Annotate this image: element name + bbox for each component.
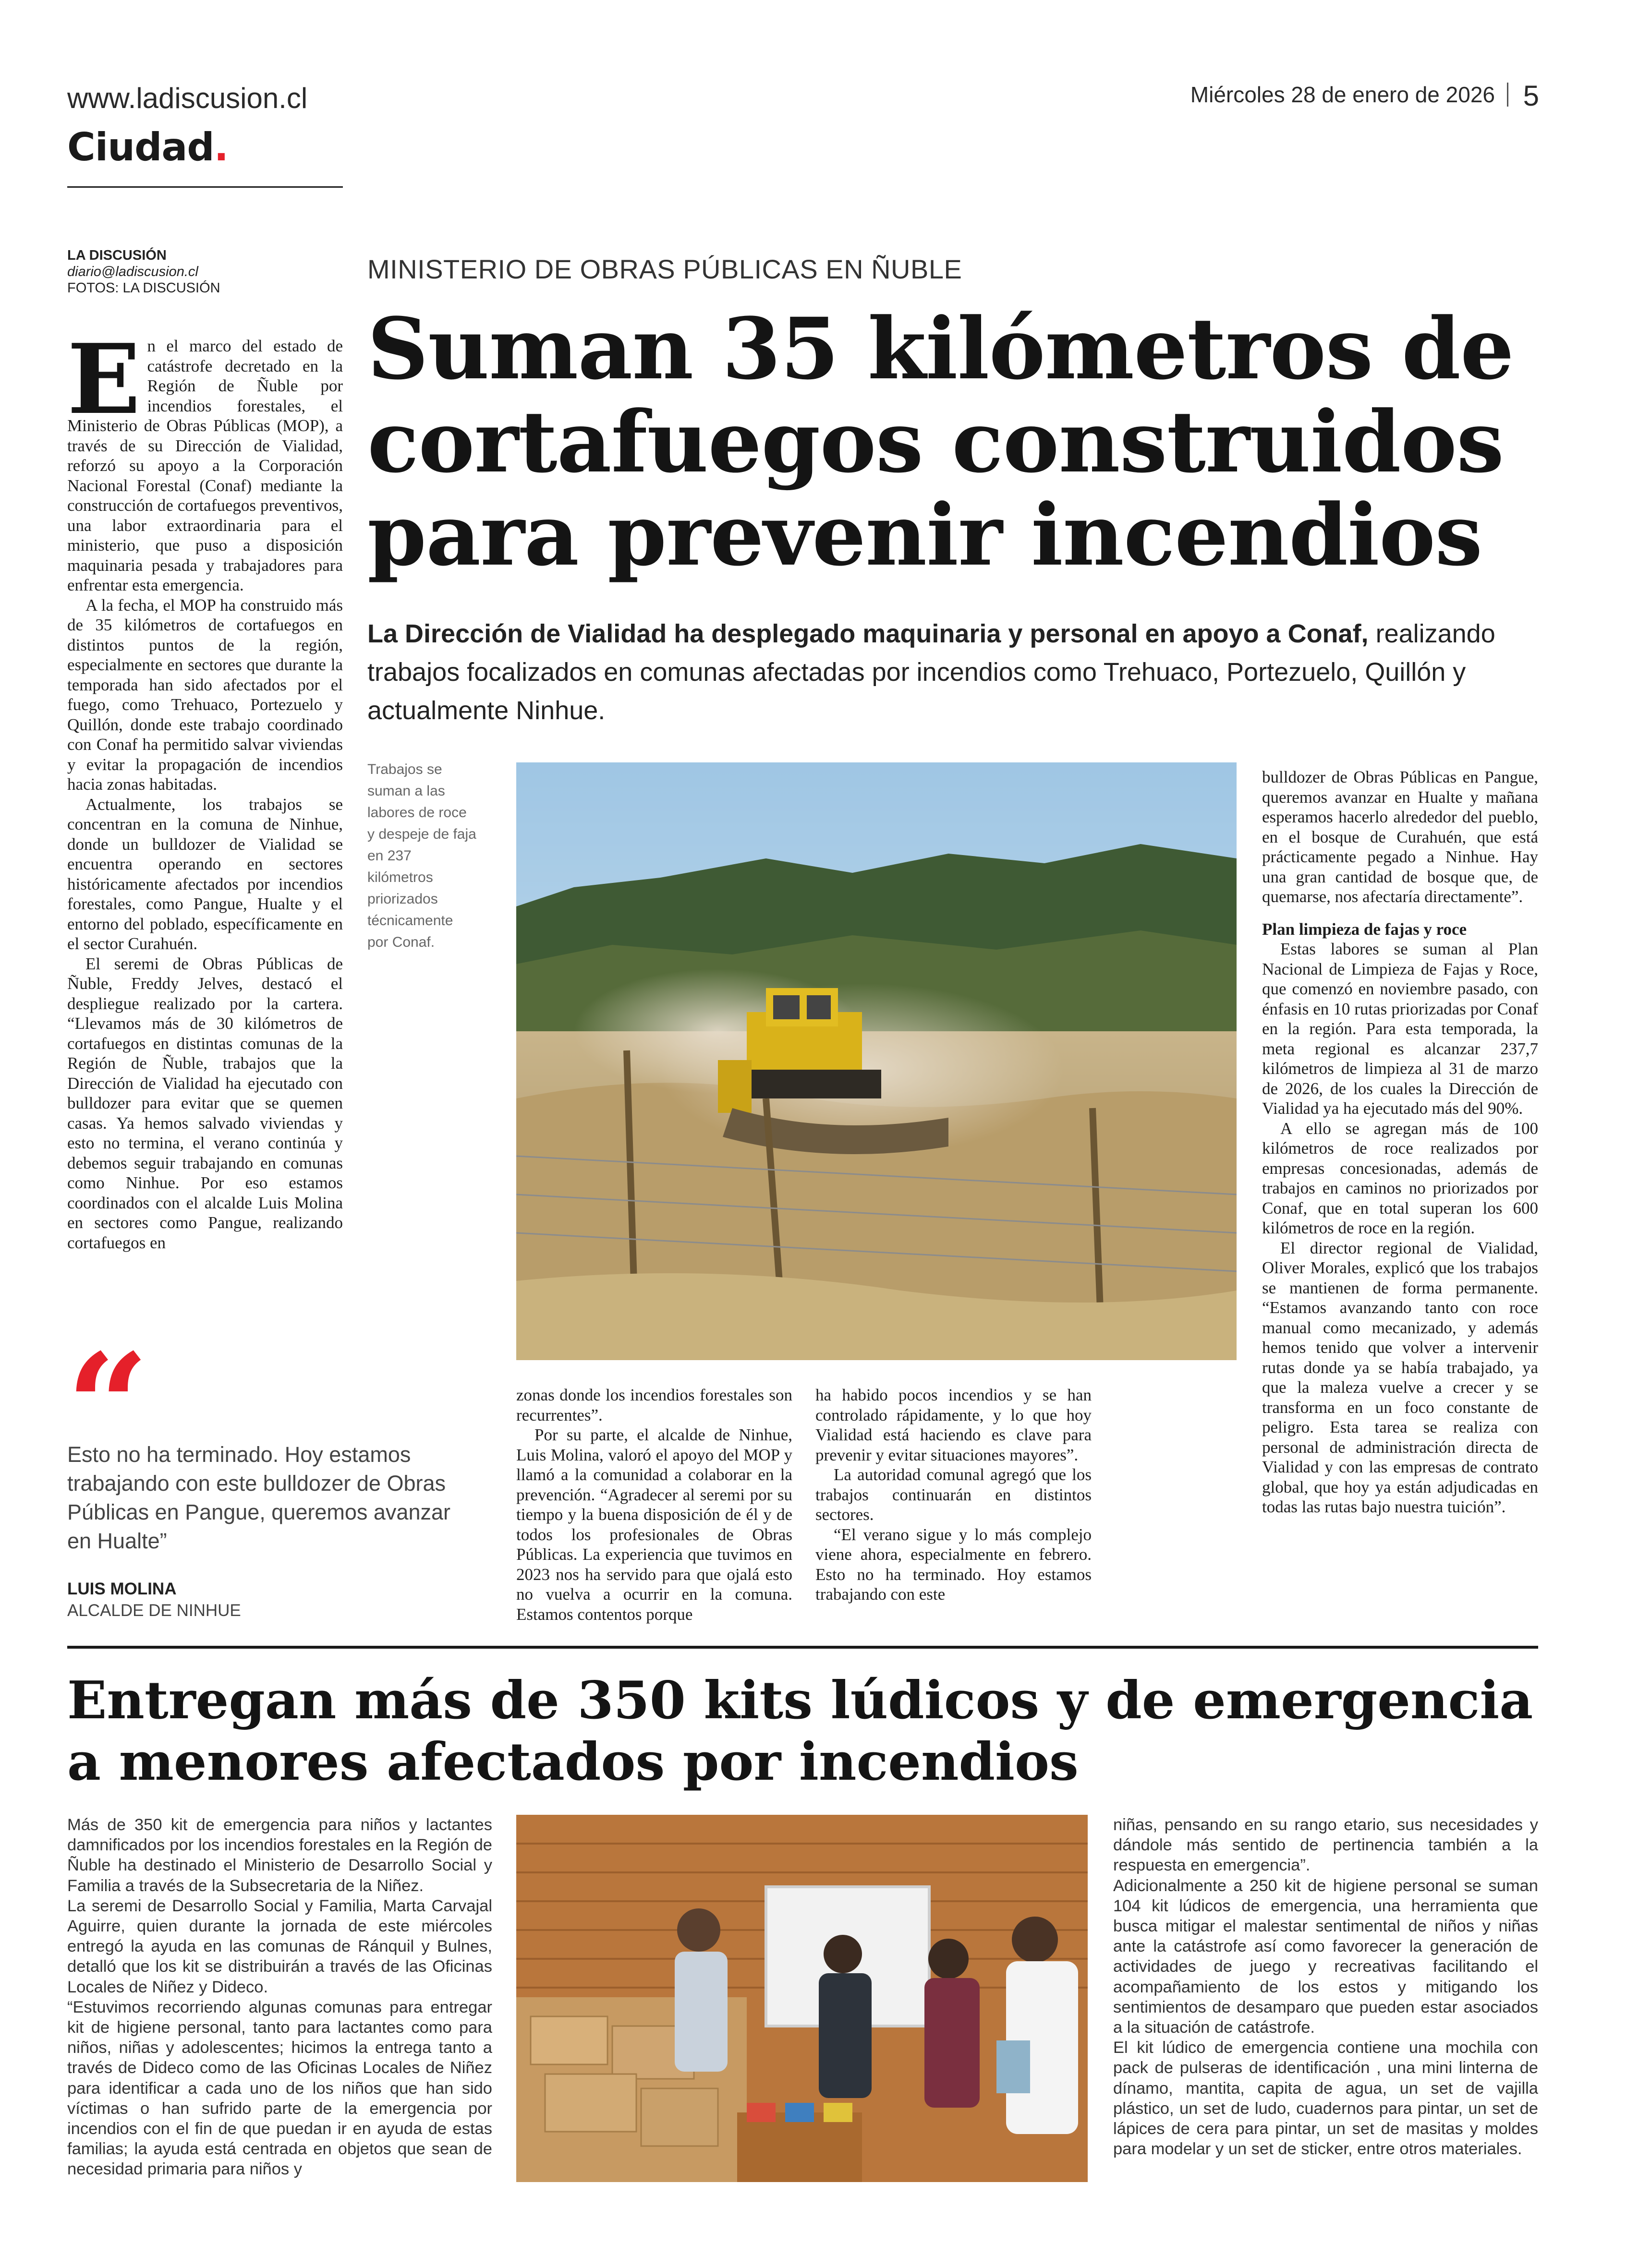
paragraph: La autoridad comunal agregó que los trabajos continuarán en distintos sectores. <box>815 1465 1092 1524</box>
section-name: Ciudad <box>67 125 214 169</box>
header-rule <box>67 186 343 188</box>
paragraph: bulldozer de Obras Públicas en Pangue, queremos avanzar en Hualte y mañana esperamos hacerlo alrededor del pueblo, en el bosque de Curahuén, que está prácticamente pegado a Ninhue. Hay una gran cantidad de bosque que, de quemarse, nos afectaría directamente”. <box>1262 768 1538 906</box>
byline <box>67 247 220 296</box>
article2-column-3 <box>1113 1815 1538 2159</box>
photo-caption: Trabajos se suman a las labores de roce y despeje de faja en 237 kilómetros priorizados técnicamente por Conaf. <box>367 761 476 950</box>
paragraph: Más de 350 kit de emergencia para niños y lactantes damnificados por los incendios forestales en la Región de Ñuble ha destinado el Ministerio de Desarrollo Social y Familia a través de la Subsecretaria de la Niñez. <box>67 1816 492 1895</box>
section-title <box>67 125 228 169</box>
article1-column-1 <box>67 323 343 1253</box>
article1-kicker: MINISTERIO DE OBRAS PÚBLICAS EN ÑUBLE <box>367 254 962 284</box>
kits-delivery-photo <box>516 1815 1088 2182</box>
subheading: Plan limpieza de fajas y roce <box>1262 919 1467 939</box>
byline-photos: FOTOS: LA DISCUSIÓN <box>67 280 220 296</box>
paragraph: El kit lúdico de emergencia contiene una mochila con pack de pulseras de identificación , una mini linterna de dínamo, mantita, capita de agua, un set de vajilla plástico, un set de ludo, cuadernos para pintar, un set de lápices de cera para pintar, un set de masitas y moldes para modelar y un set de sticker, entre otros materiales. <box>1113 2039 1538 2159</box>
date-separator <box>1507 83 1508 107</box>
article1-column-4 <box>1262 767 1538 1517</box>
article2-headline: Entregan más de 350 kits lúdicos y de emergencia a menores afectados por incendios <box>67 1670 1533 1792</box>
dek-rest: realizando trabajos focalizados en comunas afectadas por incendios como Trehuaco, Portezuelo, Quillón y actualmente Ninhue. <box>367 619 1495 725</box>
paragraph: La seremi de Desarrollo Social y Familia, Marta Carvajal Aguirre, quien durante la jornada de este miércoles entregó la ayuda en las comunas de Ránquil y Bulnes, detalló que los kit se distribuirán a través de las Oficinas Locales de Niñez y Dideco. <box>67 1896 492 1996</box>
paragraph: “Estuvimos recorriendo algunas comunas para entregar kit de higiene personal, tanto para lactantes como para niños, niñas y adolescentes; hicimos la entrega tanto a través de Dideco como de las Oficinas Locales de Niñez para identificar a cada uno de los niños que han sido víctimas o han sufrido parte de la emergencia por incendios con el fin de que puedan ir en ayuda de estas familias; la ayuda está centrada en objetos que sean de necesidad primaria para niños y <box>67 1998 492 2179</box>
article1-headline: Suman 35 kilómetros de cortafuegos construidos para prevenir incendios <box>367 299 1514 585</box>
paragraph: A la fecha, el MOP ha construido más de 35 kilómetros de cortafuegos en distintos puntos de la región, especialmente en sectores que durante la temporada han sido afectados por el fuego, como Trehuaco, Portezuelo y Quillón, donde este trabajo coordinado con Conaf ha permitido salvar viviendas y evitar la propagación de incendios hacia zonas habitadas. <box>67 595 343 794</box>
bulldozer-illustration <box>516 762 1237 1360</box>
paragraph: El seremi de Obras Públicas de Ñuble, Freddy Jelves, destacó el despliegue realizado por la cartera. “Llevamos más de 30 kilómetros de cortafuegos en distintas comunas de la Región de Ñuble, trabajos que la Dirección de Vialidad ha ejecutado con bulldozer para evitar que se quemen casas. Ya hemos salvado viviendas y esto no termina, el verano continúa y debemos seguir trabajando en comunas como Ninhue. Por eso estamos coordinados con el alcalde Luis Molina en sectores como Pangue, realizando cortafuegos en <box>67 954 343 1252</box>
kits-delivery-illustration <box>516 1815 1088 2182</box>
article1-dek <box>367 615 1534 730</box>
dek-bold: La Dirección de Vialidad ha desplegado maquinaria y personal en apoyo a Conaf, <box>367 619 1369 648</box>
bulldozer-photo <box>516 762 1237 1360</box>
paragraph: “El verano sigue y lo más complejo viene ahora, especialmente en febrero. Esto no ha terminado. Hoy estamos trabajando con este <box>815 1525 1092 1604</box>
quote-author-role: ALCALDE DE NINHUE <box>67 1601 241 1620</box>
pull-quote: Esto no ha terminado. Hoy estamos trabajando con este bulldozer de Obras Públicas en Pangue, queremos avanzar en Hualte” <box>67 1442 451 1553</box>
paragraph <box>67 323 343 595</box>
byline-email: diario@ladiscusion.cl <box>67 264 198 279</box>
paragraph: Adicionalmente a 250 kit de higiene personal se suman 104 kit lúdicos de emergencia, una herramienta que busca mitigar el malestar sentimental de niños y niñas ante la catástrofe así como favorecer la generación de actividades de juego y recreativas facilitando el acompañamiento de los estos y mitigando los sentimientos de desamparo que pueden estar asociados a la situación de catástrofe. <box>1113 1876 1538 2037</box>
paragraph: zonas donde los incendios forestales son recurrentes”. <box>516 1386 792 1424</box>
byline-outlet: LA DISCUSIÓN <box>67 248 167 263</box>
article1-column-2 <box>516 1385 792 1624</box>
article-divider <box>67 1646 1538 1649</box>
paragraph: ha habido pocos incendios y se han controlado rápidamente, y lo que hoy Vialidad está haciendo es clave para prevenir y evitar situaciones mayores”. <box>815 1386 1092 1464</box>
site-url: www.ladiscusion.cl <box>67 82 308 114</box>
paragraph: A ello se agregan más de 100 kilómetros de roce realizados por empresas concesionadas, además de trabajos en caminos no priorizados por Conaf, que en total superan los 600 kilómetros de roce en la región. <box>1262 1119 1538 1237</box>
page-number: 5 <box>1523 80 1539 112</box>
section-dot: . <box>214 125 228 169</box>
dropcap: E <box>67 323 141 436</box>
quote-mark-icon: “ <box>66 1322 149 1491</box>
paragraph: Estas labores se suman al Plan Nacional de Limpieza de Fajas y Roce, que comenzó en noviembre pasado, con énfasis en 10 rutas priorizadas por Conaf en la región. Para esta temporada, la meta regional es alcanzar 237,7 kilómetros de limpieza al 31 de marzo de 2026, de los cuales la Dirección de Vialidad ya ha ejecutado más del 90%. <box>1262 940 1538 1118</box>
paragraph: Actualmente, los trabajos se concentran en la comuna de Ninhue, donde un bulldozer de Vialidad se encuentra operando en sectores históricamente afectados por incendios forestales, como Pangue, Hualte y el entorno del poblado, específicamente en el sector Curahuén. <box>67 795 343 953</box>
article1-column-3 <box>815 1385 1092 1604</box>
article2-column-1 <box>67 1815 492 2180</box>
paragraph: niñas, pensando en su rango etario, sus necesidades y dándole más sentido de pertinencia también a la respuesta en emergencia”. <box>1113 1816 1538 1875</box>
paragraph: Por su parte, el alcalde de Ninhue, Luis Molina, valoró el apoyo del MOP y llamó a la comunidad a colaborar en la prevención. “Agradecer al seremi por su tiempo y la buena disposición de él y de todos los profesionales de Obras Públicas. La experiencia que tuvimos en 2023 nos ha servido para que ojalá esto no vuelva a ocurrir en la comuna. Estamos contentos porque <box>516 1425 792 1624</box>
paragraph: El director regional de Vialidad, Oliver Morales, explicó que los trabajos se mantienen de forma permanente. “Estamos avanzando tanto con roce manual como mecanizado, y además hemos tenido que volver a intervenir rutas donde ya se había trabajado, ya que la maleza vuelve a crecer y se transforma en un foco constante de peligro. Esta tarea se realiza con personal de administración directa de Vialidad y con las empresas de contrato global, que hoy ya están adjudicadas en todas las rutas bajo nuestra tuición”. <box>1262 1238 1538 1516</box>
issue-date: Miércoles 28 de enero de 2026 <box>1190 82 1495 107</box>
quote-author: LUIS MOLINA <box>67 1580 177 1598</box>
paragraph-text: n el marco del estado de catástrofe decretado en la Región de Ñuble por incendios forestales, el Ministerio de Obras Públicas (MOP), a través de su Dirección de Vialidad, reforzó su apoyo a la Corporación Nacional Forestal (Conaf) mediante la construcción de cortafuegos preventivos, una labor extraordinaria para el ministerio, que puso a disposición maquinaria pesada y trabajadores para enfrentar esta emergencia. <box>67 337 343 594</box>
